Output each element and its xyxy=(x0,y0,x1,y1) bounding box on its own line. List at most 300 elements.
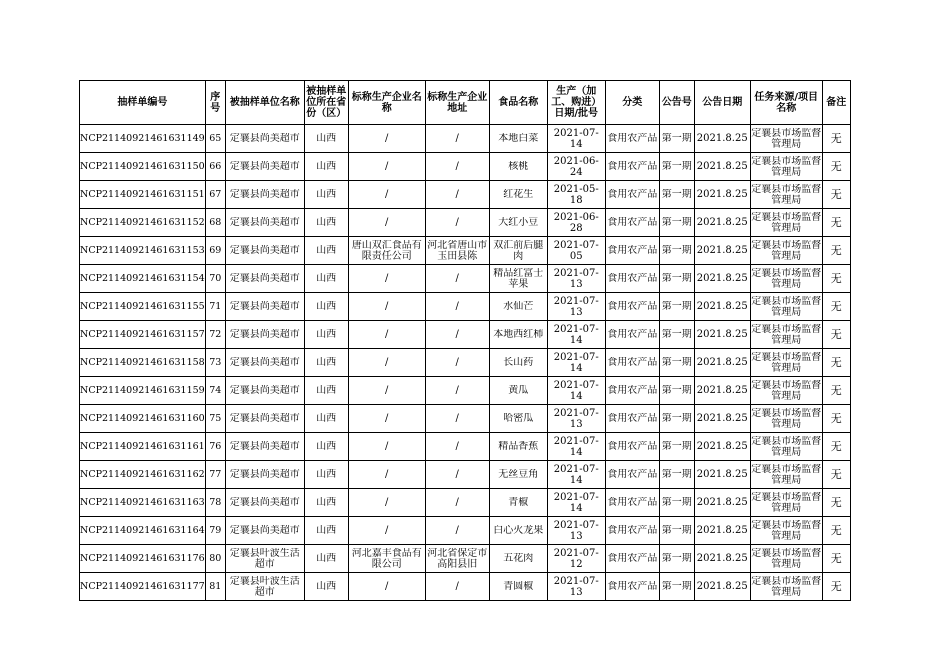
sample-number-text: NCP21140921461631149 xyxy=(80,133,205,144)
sampled-unit-text: 定襄县尚美超市 xyxy=(229,525,300,536)
notice-date-cell xyxy=(694,153,750,181)
remarks-text: 无 xyxy=(830,301,842,312)
notice-date-cell xyxy=(694,545,750,573)
food-name-text: 黄瓜 xyxy=(508,385,529,396)
sample-number-cell xyxy=(80,237,206,265)
serial-text: 69 xyxy=(209,245,222,256)
manufacturer-cell xyxy=(348,265,425,293)
category-text: 食用农产品 xyxy=(607,189,658,200)
province-text: 山西 xyxy=(316,273,337,284)
category-cell xyxy=(605,517,659,545)
food-name-cell xyxy=(489,237,547,265)
notice-number-cell xyxy=(659,489,694,517)
category-text: 食用农产品 xyxy=(607,553,658,564)
manufacturer-cell xyxy=(348,433,425,461)
notice-date-cell xyxy=(694,517,750,545)
sampled-unit-cell xyxy=(225,573,304,601)
notice-number-cell xyxy=(659,433,694,461)
manufacturer-address-text: / xyxy=(455,273,459,284)
notice-date-cell xyxy=(694,321,750,349)
sample-number-text: NCP21140921461631161 xyxy=(80,441,205,452)
notice-date-text: 2021.8.25 xyxy=(696,469,748,480)
serial-cell xyxy=(205,405,225,433)
manufacturer-cell xyxy=(348,405,425,433)
manufacturer-cell xyxy=(348,461,425,489)
sampled-unit-text: 定襄县尚美超市 xyxy=(229,301,300,312)
col-notice-date-header: 公告日期 xyxy=(694,81,750,125)
col-production-date-header: 生产（加工、购进）日期/批号 xyxy=(547,81,605,125)
production-date-text: 2021-07-13 xyxy=(553,575,599,598)
remarks-cell xyxy=(822,573,850,601)
province-cell xyxy=(304,461,348,489)
sample-number-text: NCP21140921461631164 xyxy=(80,525,205,536)
serial-text: 71 xyxy=(209,301,222,312)
manufacturer-cell xyxy=(348,545,425,573)
manufacturer-address-cell xyxy=(425,461,489,489)
manufacturer-text: / xyxy=(385,469,389,480)
manufacturer-text: / xyxy=(385,581,389,592)
sample-number-cell xyxy=(80,461,206,489)
notice-number-cell xyxy=(659,461,694,489)
sampled-unit-text: 定襄县叶波生活超市 xyxy=(229,547,300,570)
notice-date-text: 2021.8.25 xyxy=(696,245,748,256)
task-source-cell xyxy=(750,237,822,265)
notice-number-cell xyxy=(659,153,694,181)
province-cell xyxy=(304,489,348,517)
province-cell xyxy=(304,265,348,293)
remarks-cell xyxy=(822,209,850,237)
notice-date-cell xyxy=(694,293,750,321)
manufacturer-address-text: / xyxy=(455,301,459,312)
table-row xyxy=(80,517,851,545)
notice-number-cell xyxy=(659,377,694,405)
production-date-text: 2021-07-14 xyxy=(553,435,599,458)
food-name-cell xyxy=(489,433,547,461)
sampled-unit-text: 定襄县叶波生活超市 xyxy=(229,575,300,598)
sample-number-text: NCP21140921461631162 xyxy=(80,469,205,480)
serial-cell xyxy=(205,489,225,517)
food-name-cell xyxy=(489,545,547,573)
category-cell xyxy=(605,293,659,321)
production-date-cell xyxy=(547,517,605,545)
serial-cell xyxy=(205,349,225,377)
sample-number-text: NCP21140921461631177 xyxy=(80,581,205,592)
production-date-cell xyxy=(547,125,605,153)
manufacturer-cell xyxy=(348,209,425,237)
sampled-unit-cell xyxy=(225,517,304,545)
province-text: 山西 xyxy=(316,245,337,256)
category-text: 食用农产品 xyxy=(607,413,658,424)
notice-number-text: 第一期 xyxy=(661,301,692,312)
table-row xyxy=(80,573,851,601)
notice-number-cell xyxy=(659,573,694,601)
serial-cell xyxy=(205,293,225,321)
sampled-unit-cell xyxy=(225,181,304,209)
food-name-text: 无丝豆角 xyxy=(498,469,539,480)
food-name-text: 精品香蕉 xyxy=(498,441,539,452)
notice-number-text: 第一期 xyxy=(661,245,692,256)
province-text: 山西 xyxy=(316,189,337,200)
remarks-cell xyxy=(822,433,850,461)
category-text: 食用农产品 xyxy=(607,441,658,452)
province-cell xyxy=(304,545,348,573)
notice-number-text: 第一期 xyxy=(661,413,692,424)
production-date-cell xyxy=(547,237,605,265)
sample-number-text: NCP21140921461631155 xyxy=(80,301,205,312)
province-cell xyxy=(304,517,348,545)
manufacturer-address-cell xyxy=(425,545,489,573)
production-date-text: 2021-07-14 xyxy=(553,463,599,486)
sampled-unit-text: 定襄县尚美超市 xyxy=(229,413,300,424)
manufacturer-address-text: / xyxy=(455,189,459,200)
serial-text: 77 xyxy=(209,469,222,480)
table-body xyxy=(80,125,851,601)
province-cell xyxy=(304,573,348,601)
serial-text: 75 xyxy=(209,413,222,424)
sample-number-text: NCP21140921461631152 xyxy=(80,217,205,228)
notice-date-text: 2021.8.25 xyxy=(696,161,748,172)
manufacturer-address-text: / xyxy=(455,133,459,144)
notice-number-cell xyxy=(659,237,694,265)
province-text: 山西 xyxy=(316,161,337,172)
manufacturer-address-text: / xyxy=(455,469,459,480)
sampled-unit-text: 定襄县尚美超市 xyxy=(229,245,300,256)
production-date-cell xyxy=(547,545,605,573)
manufacturer-address-cell xyxy=(425,293,489,321)
manufacturer-text: / xyxy=(385,217,389,228)
manufacturer-text: 河北嘉丰食品有限公司 xyxy=(351,547,422,570)
manufacturer-cell xyxy=(348,181,425,209)
col-sample-number-header: 抽样单编号 xyxy=(80,81,206,125)
remarks-text: 无 xyxy=(830,357,842,368)
table-row xyxy=(80,377,851,405)
category-cell xyxy=(605,181,659,209)
manufacturer-address-cell xyxy=(425,265,489,293)
col-serial-header: 序号 xyxy=(205,81,225,125)
remarks-text: 无 xyxy=(830,245,842,256)
remarks-cell xyxy=(822,321,850,349)
production-date-cell xyxy=(547,433,605,461)
food-name-text: 大红小豆 xyxy=(498,217,539,228)
food-name-cell xyxy=(489,321,547,349)
task-source-cell xyxy=(750,125,822,153)
notice-number-text: 第一期 xyxy=(661,273,692,284)
sample-number-text: NCP21140921461631176 xyxy=(80,553,205,564)
sampled-unit-text: 定襄县尚美超市 xyxy=(229,189,300,200)
sampled-unit-cell xyxy=(225,153,304,181)
serial-cell xyxy=(205,517,225,545)
category-text: 食用农产品 xyxy=(607,385,658,396)
task-source-cell xyxy=(750,573,822,601)
sampled-unit-cell xyxy=(225,237,304,265)
notice-number-text: 第一期 xyxy=(661,441,692,452)
table-row xyxy=(80,489,851,517)
manufacturer-address-text: / xyxy=(455,581,459,592)
sample-number-cell xyxy=(80,125,206,153)
manufacturer-address-text: / xyxy=(455,161,459,172)
sample-number-cell xyxy=(80,517,206,545)
production-date-cell xyxy=(547,293,605,321)
task-source-text: 定襄县市场监督管理局 xyxy=(751,295,822,318)
sample-number-text: NCP21140921461631158 xyxy=(80,357,205,368)
serial-cell xyxy=(205,209,225,237)
table-row xyxy=(80,209,851,237)
province-text: 山西 xyxy=(316,413,337,424)
sampled-unit-text: 定襄县尚美超市 xyxy=(229,161,300,172)
production-date-text: 2021-07-05 xyxy=(553,239,599,262)
task-source-cell xyxy=(750,377,822,405)
manufacturer-address-text: / xyxy=(455,525,459,536)
manufacturer-cell xyxy=(348,153,425,181)
manufacturer-address-text: 河北省保定市高阳县旧 xyxy=(427,547,488,570)
manufacturer-address-text: / xyxy=(455,497,459,508)
serial-cell xyxy=(205,377,225,405)
notice-date-cell xyxy=(694,405,750,433)
manufacturer-cell xyxy=(348,125,425,153)
production-date-text: 2021-07-13 xyxy=(553,267,599,290)
remarks-cell xyxy=(822,125,850,153)
notice-date-text: 2021.8.25 xyxy=(696,301,748,312)
task-source-text: 定襄县市场监督管理局 xyxy=(751,267,822,290)
remarks-cell xyxy=(822,489,850,517)
serial-text: 78 xyxy=(209,497,222,508)
remarks-cell xyxy=(822,265,850,293)
col-remarks-header: 备注 xyxy=(822,81,850,125)
manufacturer-text: / xyxy=(385,413,389,424)
province-text: 山西 xyxy=(316,441,337,452)
production-date-cell xyxy=(547,377,605,405)
sample-number-cell xyxy=(80,405,206,433)
sample-number-cell xyxy=(80,349,206,377)
category-text: 食用农产品 xyxy=(607,469,658,480)
manufacturer-address-cell xyxy=(425,433,489,461)
task-source-cell xyxy=(750,545,822,573)
manufacturer-address-text: / xyxy=(455,217,459,228)
province-text: 山西 xyxy=(316,581,337,592)
category-text: 食用农产品 xyxy=(607,329,658,340)
notice-number-text: 第一期 xyxy=(661,133,692,144)
manufacturer-address-cell xyxy=(425,321,489,349)
food-name-text: 红花生 xyxy=(503,189,534,200)
sampling-results-table xyxy=(79,80,851,601)
production-date-cell xyxy=(547,321,605,349)
remarks-cell xyxy=(822,153,850,181)
manufacturer-address-cell xyxy=(425,377,489,405)
production-date-text: 2021-07-13 xyxy=(553,407,599,430)
province-text: 山西 xyxy=(316,133,337,144)
manufacturer-address-cell xyxy=(425,573,489,601)
serial-cell xyxy=(205,125,225,153)
production-date-text: 2021-07-12 xyxy=(553,547,599,570)
sample-number-text: NCP21140921461631154 xyxy=(80,273,205,284)
notice-date-cell xyxy=(694,349,750,377)
sample-number-cell xyxy=(80,377,206,405)
sampled-unit-text: 定襄县尚美超市 xyxy=(229,217,300,228)
notice-date-text: 2021.8.25 xyxy=(696,133,748,144)
notice-date-cell xyxy=(694,461,750,489)
remarks-text: 无 xyxy=(830,161,842,172)
food-name-cell xyxy=(489,405,547,433)
sampled-unit-cell xyxy=(225,125,304,153)
notice-date-text: 2021.8.25 xyxy=(696,497,748,508)
sample-number-text: NCP21140921461631159 xyxy=(80,385,205,396)
category-cell xyxy=(605,153,659,181)
remarks-cell xyxy=(822,545,850,573)
province-text: 山西 xyxy=(316,385,337,396)
table-row xyxy=(80,181,851,209)
province-text: 山西 xyxy=(316,217,337,228)
notice-number-cell xyxy=(659,125,694,153)
task-source-text: 定襄县市场监督管理局 xyxy=(751,351,822,374)
manufacturer-text: / xyxy=(385,133,389,144)
manufacturer-cell xyxy=(348,349,425,377)
category-cell xyxy=(605,405,659,433)
manufacturer-address-text: / xyxy=(455,329,459,340)
sample-number-cell xyxy=(80,265,206,293)
sampled-unit-cell xyxy=(225,433,304,461)
sampled-unit-text: 定襄县尚美超市 xyxy=(229,357,300,368)
notice-date-text: 2021.8.25 xyxy=(696,217,748,228)
manufacturer-address-text: / xyxy=(455,413,459,424)
province-text: 山西 xyxy=(316,525,337,536)
category-text: 食用农产品 xyxy=(607,245,658,256)
serial-text: 79 xyxy=(209,525,222,536)
manufacturer-address-cell xyxy=(425,237,489,265)
table-row xyxy=(80,405,851,433)
col-notice-number-header: 公告号 xyxy=(659,81,694,125)
sampled-unit-cell xyxy=(225,293,304,321)
production-date-text: 2021-06-24 xyxy=(553,155,599,178)
table-row xyxy=(80,349,851,377)
province-text: 山西 xyxy=(316,301,337,312)
sampled-unit-text: 定襄县尚美超市 xyxy=(229,497,300,508)
food-name-text: 精品红富士苹果 xyxy=(493,267,544,290)
production-date-text: 2021-05-18 xyxy=(553,183,599,206)
notice-date-text: 2021.8.25 xyxy=(696,581,748,592)
sampled-unit-cell xyxy=(225,405,304,433)
task-source-cell xyxy=(750,209,822,237)
manufacturer-cell xyxy=(348,321,425,349)
food-name-text: 水仙芒 xyxy=(503,301,534,312)
serial-cell xyxy=(205,237,225,265)
category-cell xyxy=(605,209,659,237)
remarks-text: 无 xyxy=(830,441,842,452)
notice-date-cell xyxy=(694,237,750,265)
task-source-cell xyxy=(750,265,822,293)
table-row xyxy=(80,321,851,349)
category-cell xyxy=(605,461,659,489)
food-name-cell xyxy=(489,209,547,237)
province-cell xyxy=(304,293,348,321)
manufacturer-text: / xyxy=(385,497,389,508)
remarks-text: 无 xyxy=(830,329,842,340)
serial-cell xyxy=(205,433,225,461)
food-name-cell xyxy=(489,181,547,209)
food-name-cell xyxy=(489,573,547,601)
category-cell xyxy=(605,377,659,405)
task-source-text: 定襄县市场监督管理局 xyxy=(751,323,822,346)
remarks-text: 无 xyxy=(830,525,842,536)
task-source-text: 定襄县市场监督管理局 xyxy=(751,519,822,542)
food-name-text: 长山药 xyxy=(503,357,534,368)
province-cell xyxy=(304,321,348,349)
sample-number-cell xyxy=(80,489,206,517)
serial-text: 70 xyxy=(209,273,222,284)
category-cell xyxy=(605,573,659,601)
notice-number-cell xyxy=(659,405,694,433)
notice-number-text: 第一期 xyxy=(661,357,692,368)
sample-number-cell xyxy=(80,153,206,181)
sampled-unit-cell xyxy=(225,545,304,573)
province-text: 山西 xyxy=(316,329,337,340)
notice-date-text: 2021.8.25 xyxy=(696,413,748,424)
notice-number-cell xyxy=(659,209,694,237)
food-name-text: 核桃 xyxy=(508,161,529,172)
food-name-cell xyxy=(489,153,547,181)
task-source-text: 定襄县市场监督管理局 xyxy=(751,407,822,430)
sampled-unit-cell xyxy=(225,377,304,405)
notice-date-cell xyxy=(694,433,750,461)
notice-date-text: 2021.8.25 xyxy=(696,189,748,200)
production-date-text: 2021-06-28 xyxy=(553,211,599,234)
category-cell xyxy=(605,349,659,377)
province-cell xyxy=(304,349,348,377)
serial-cell xyxy=(205,461,225,489)
province-text: 山西 xyxy=(316,553,337,564)
notice-date-cell xyxy=(694,265,750,293)
manufacturer-text: 唐山双汇食品有限责任公司 xyxy=(351,239,422,262)
task-source-text: 定襄县市场监督管理局 xyxy=(751,379,822,402)
sample-number-text: NCP21140921461631151 xyxy=(80,189,205,200)
serial-text: 74 xyxy=(209,385,222,396)
notice-number-cell xyxy=(659,181,694,209)
serial-text: 80 xyxy=(209,553,222,564)
manufacturer-text: / xyxy=(385,329,389,340)
food-name-cell xyxy=(489,517,547,545)
remarks-text: 无 xyxy=(830,133,842,144)
manufacturer-text: / xyxy=(385,189,389,200)
production-date-text: 2021-07-14 xyxy=(553,323,599,346)
food-name-text: 白心火龙果 xyxy=(493,525,544,536)
remarks-cell xyxy=(822,461,850,489)
sample-number-text: NCP21140921461631160 xyxy=(80,413,205,424)
manufacturer-text: / xyxy=(385,441,389,452)
sampled-unit-cell xyxy=(225,461,304,489)
task-source-cell xyxy=(750,405,822,433)
col-sampled-unit-header: 被抽样单位名称 xyxy=(225,81,304,125)
sampled-unit-text: 定襄县尚美超市 xyxy=(229,469,300,480)
task-source-cell xyxy=(750,349,822,377)
notice-number-text: 第一期 xyxy=(661,553,692,564)
category-text: 食用农产品 xyxy=(607,301,658,312)
province-cell xyxy=(304,181,348,209)
manufacturer-address-cell xyxy=(425,517,489,545)
category-text: 食用农产品 xyxy=(607,525,658,536)
table-row xyxy=(80,125,851,153)
category-cell xyxy=(605,433,659,461)
manufacturer-cell xyxy=(348,573,425,601)
notice-date-cell xyxy=(694,181,750,209)
province-text: 山西 xyxy=(316,469,337,480)
province-cell xyxy=(304,433,348,461)
province-cell xyxy=(304,153,348,181)
notice-date-text: 2021.8.25 xyxy=(696,357,748,368)
task-source-text: 定襄县市场监督管理局 xyxy=(751,463,822,486)
sampled-unit-cell xyxy=(225,321,304,349)
col-manufacturer-address-header: 标称生产企业地址 xyxy=(425,81,489,125)
food-name-text: 青圆椒 xyxy=(503,581,534,592)
serial-text: 66 xyxy=(209,161,222,172)
